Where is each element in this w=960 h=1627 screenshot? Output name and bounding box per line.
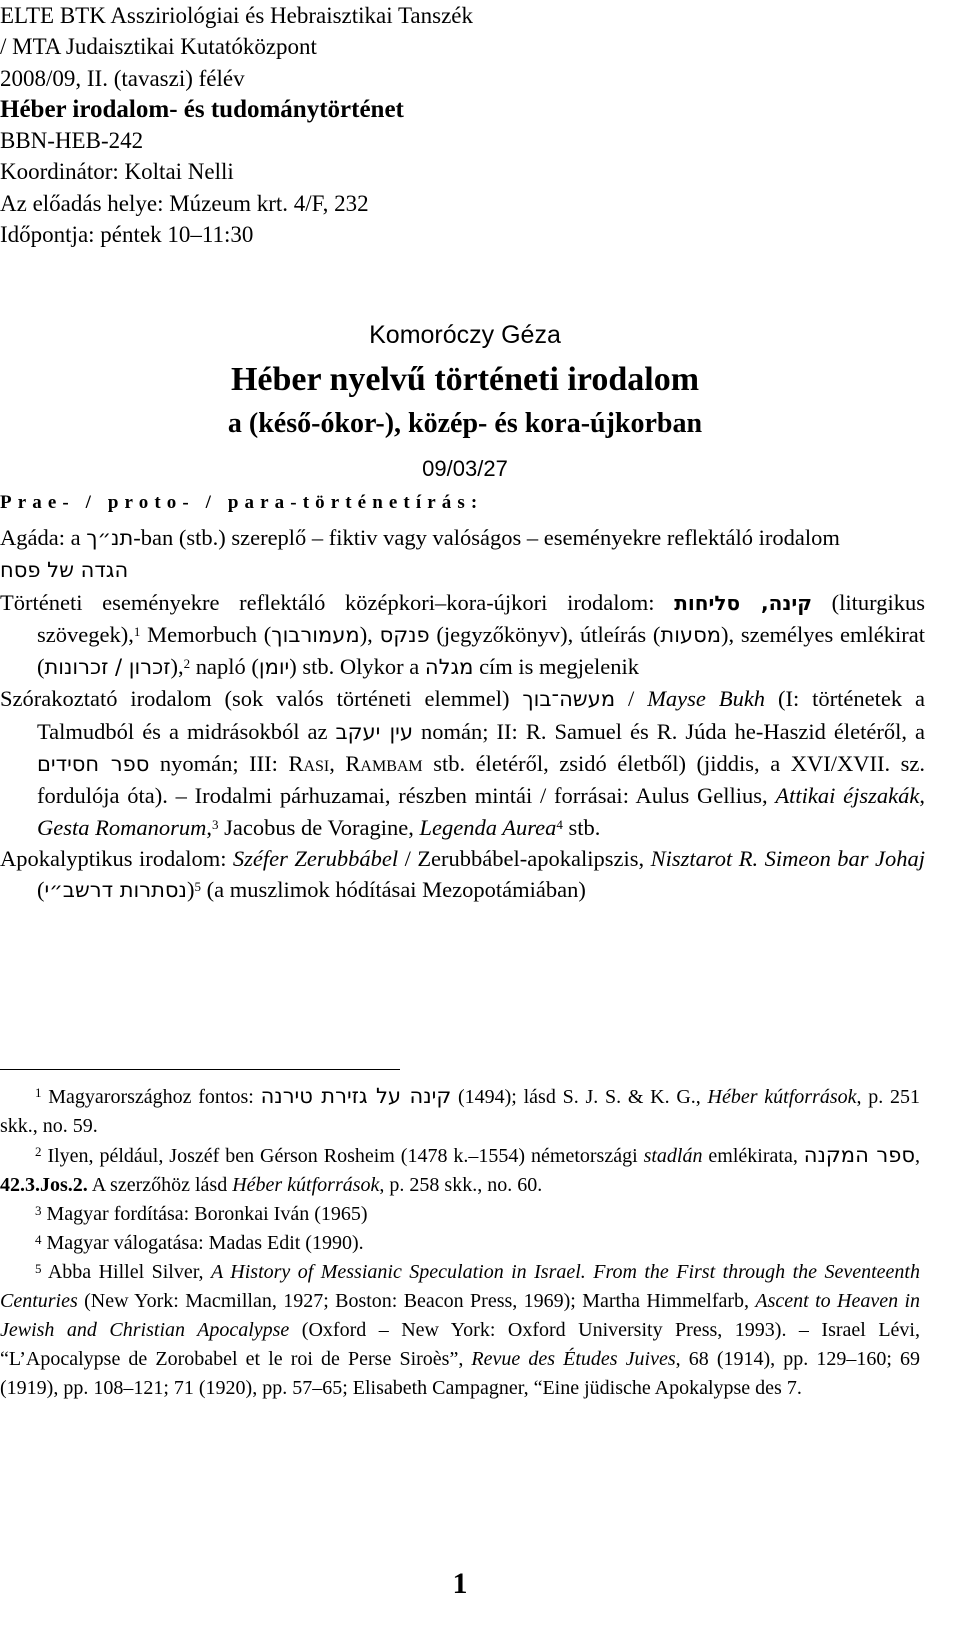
italic-title: Legenda Aurea	[419, 814, 557, 840]
header-institute: / MTA Judaisztikai Kutatóközpont	[0, 34, 317, 60]
section-heading: Prae- / proto- / para-történetírás:	[0, 492, 484, 513]
page-number: 1	[452, 1567, 468, 1600]
italic-title: Héber kútforrások	[707, 1086, 857, 1108]
text-run: Abba Hillel Silver,	[41, 1261, 211, 1283]
hebrew-text: פנקס	[379, 622, 430, 647]
text-run: (1494); lásd S. J. S. & K. G.,	[451, 1086, 708, 1108]
italic-title: Attikai éjszakák	[775, 783, 920, 809]
text-run: / Zerubbábel-apokalipszis,	[398, 845, 651, 871]
text-run: ), személyes emlékirat (	[37, 621, 925, 680]
footnote-1	[0, 1082, 920, 1141]
text-run: Magyar válogatása: Madas Edit (1990).	[41, 1232, 364, 1254]
italic-title: Ascent to Heaven in Jewish and Christian Apocalypse	[0, 1290, 920, 1341]
hebrew-text: מעשה־בוך	[522, 687, 616, 712]
paragraph-apocalyptic	[0, 843, 925, 907]
hebrew-text: קינה על גזירת טירנה	[260, 1084, 452, 1108]
course-header	[0, 0, 930, 250]
text-run: Agáda: a	[0, 525, 87, 550]
footnote-number: 5	[35, 1261, 42, 1276]
hebrew-text: זכרון / זכרונות	[44, 655, 171, 680]
paragraph-historical	[0, 587, 925, 684]
text-run: Apokalyptikus irodalom:	[0, 845, 233, 871]
header-location: Az előadás helye: Múzeum krt. 4/F, 232	[0, 190, 369, 216]
text-run: A szerzőhöz lásd	[87, 1174, 233, 1196]
text-run: ,	[915, 1145, 921, 1167]
header-course-code: BBN-HEB-242	[0, 128, 144, 154]
text-run: ),	[359, 621, 380, 647]
text-run: (	[37, 877, 45, 903]
paragraph-agada	[0, 522, 925, 554]
text-run: Magyarországhoz fontos:	[41, 1086, 261, 1108]
text-run: Jacobus de Voragine,	[218, 814, 420, 840]
footnotes	[0, 1082, 920, 1403]
hebrew-text: ספר חסידים	[37, 752, 150, 777]
text-run: (Oxford – New York: Oxford University Press, 1993). – Israel Lévi, “L’Apocalypse de Zorobabel et le roi de Perse Siroès”,	[0, 1319, 920, 1370]
footnote-ref[interactable]: 3	[212, 816, 219, 832]
hebrew-text: קינה, סליחות	[674, 590, 813, 615]
small-caps-name: Rambam	[345, 751, 423, 777]
hebrew-text: יומן	[258, 655, 290, 680]
lecture-title: Héber nyelvű történeti irodalom	[230, 361, 700, 398]
header-time: Időpontja: péntek 10–11:30	[0, 222, 254, 248]
hebrew-text: מגלה	[424, 655, 474, 680]
text-run: emlékirata,	[702, 1145, 804, 1167]
footnote-ref[interactable]: 5	[194, 879, 201, 895]
hebrew-text: עין יעקב	[335, 719, 414, 744]
text-run: ,	[919, 783, 925, 809]
text-run: Ilyen, például, Joszéf ben Gérson Rosheim (1478 k.–1554) németországi	[41, 1145, 644, 1167]
header-course-title: Héber irodalom- és tudománytörténet	[0, 95, 404, 123]
small-caps-name: Rasi	[288, 751, 330, 777]
text-run: cím is megjelenik	[473, 654, 640, 680]
footnote-number: 1	[35, 1085, 42, 1100]
footnote-number: 4	[35, 1232, 42, 1247]
text-run: Történeti eseményekre reflektáló középkori–kora-újkori irodalom:	[0, 589, 675, 615]
italic-title: Mayse Bukh	[647, 686, 766, 712]
text-run: Memorbuch (	[140, 621, 272, 647]
body-text	[0, 522, 925, 907]
paragraph-haggadah	[0, 554, 925, 586]
text-run: ),	[170, 654, 184, 680]
footnote-ref[interactable]: 1	[133, 623, 141, 639]
footnote-2	[0, 1141, 920, 1200]
footnote-4	[0, 1229, 920, 1258]
footnote-3	[0, 1200, 920, 1229]
hebrew-text: הגדה של פסח	[0, 558, 129, 583]
text-run: napló (	[190, 654, 259, 680]
italic-title: Revue des Études Juives	[471, 1348, 676, 1370]
header-department: ELTE BTK Assziriológiai és Hebraisztikai Tanszék	[0, 3, 473, 28]
header-coordinator: Koordinátor: Koltai Nelli	[0, 159, 234, 185]
hebrew-text: תנ״ך	[86, 526, 134, 550]
text-run: /	[615, 686, 648, 712]
text-run: , p. 251 skk., no. 59.	[0, 1086, 920, 1137]
footnote-ref[interactable]: 2	[183, 656, 191, 672]
header-semester: 2008/09, II. (tavaszi) félév	[0, 65, 245, 91]
shelfmark: 42.3.Jos.2.	[0, 1174, 88, 1196]
text-run: Szórakoztató irodalom (sok valós történeti elemmel)	[0, 686, 523, 712]
text-run: stb. életéről, zsidó életből) (jiddis, a XVI/XVII. sz. fordulója óta). – Irodalmi párhuzamai, részben mintái / forrásai: Aulus Gellius,	[37, 751, 926, 809]
italic-title: Gesta Romanorum	[37, 814, 207, 840]
italic-title: Széfer Zerubbábel	[232, 845, 399, 871]
text-run: (a muszlimok hódításai Mezopotámiában)	[200, 877, 586, 903]
text-run: , p. 258 skk., no. 60.	[379, 1174, 543, 1196]
hebrew-text: מסעות	[660, 622, 721, 647]
lecture-subtitle: a (késő-ókor-), közép- és kora-újkorban	[227, 408, 703, 439]
text-run: (I: történetek a Talmudból és a midrásokból az	[37, 686, 925, 744]
text-run: (liturgikus szövegek),	[37, 589, 926, 647]
italic-title: Héber kútforrások	[232, 1174, 380, 1196]
text-run: nyomán; III:	[149, 751, 289, 777]
lecture-date: 09/03/27	[422, 456, 508, 481]
text-run: , 68 (1914), pp. 129–160; 69 (1919), pp. 108–121; 71 (1920), pp. 57–65; Elisabeth Campagner, “Eine jüdische Apokalypse des 7.	[0, 1348, 920, 1399]
footnote-ref[interactable]: 4	[556, 816, 563, 832]
footnote-5	[0, 1258, 920, 1403]
text-run: (jegyzőkönyv), útleírás (	[429, 621, 661, 647]
hebrew-text: נסתרות דרשב״י	[44, 878, 187, 903]
text-run: ,	[329, 751, 346, 777]
paragraph-entertainment: Szórakoztató irodalom (sok valós történeti elemmel) מעשה־בוך / Mayse Bukh (I: történetek a Talmudból és a midrásokból az עין יעקב nomán; II: R. Samuel és R. Júda he-Haszid életéről, a ספר חסידים nyomán; III: Rasi, Rambam stb. életéről, zsidó életből) (jiddis, a XVI/XVII. sz. fordulója óta). – Irodalmi párhuzamai, részben mintái / forrásai: Aulus Gellius, Attikai éjszakák, Gesta Romanorum,$^3$ Jacobus de Voragine, Legenda Aurea$^4$ stb.	[0, 686, 926, 840]
text-run: ) stb. Olykor a	[289, 654, 425, 680]
text-run: -ban (stb.) szereplő – fiktiv vagy valóságos – eseményekre reflektáló irodalom	[133, 525, 840, 550]
italic-title: A History of Messianic Speculation in Israel. From the First through the Seventeenth Centuries	[0, 1261, 920, 1312]
text-run: Magyar fordítása: Boronkai Iván (1965)	[41, 1203, 368, 1225]
hebrew-text: ספר המקנה	[803, 1143, 916, 1167]
footnote-number: 3	[35, 1203, 42, 1218]
lecture-author: Komoróczy Géza	[369, 321, 561, 349]
footnote-number: 2	[35, 1144, 42, 1159]
text-run: nomán; II: R. Samuel és R. Júda he-Haszid életéről, a	[413, 718, 926, 744]
footnote-separator	[0, 1069, 400, 1070]
text-run: )	[186, 877, 195, 903]
text-run: (New York: Macmillan, 1927; Boston: Beacon Press, 1969); Martha Himmelfarb,	[77, 1290, 756, 1312]
hebrew-text: מעמורבוך	[271, 622, 360, 647]
text-run: stb.	[562, 814, 601, 840]
italic-title: stadlán	[643, 1145, 703, 1167]
italic-title: Nisztarot R. Simeon bar Johaj	[650, 845, 925, 871]
